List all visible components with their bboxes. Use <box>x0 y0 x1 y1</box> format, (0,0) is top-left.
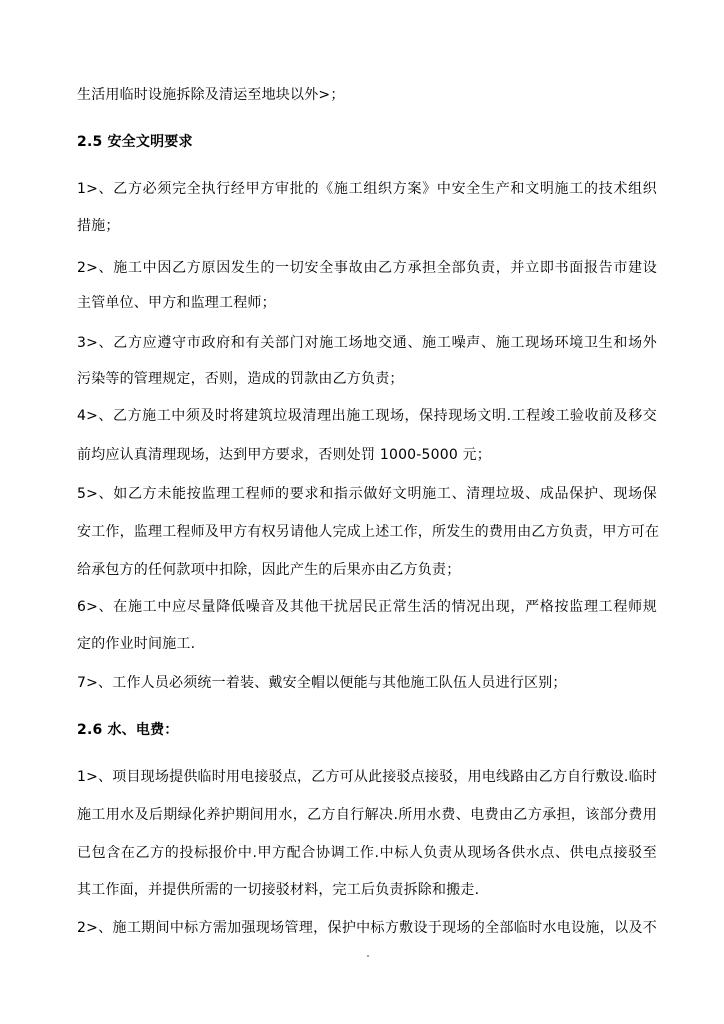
text-line: 已包含在乙方的投标报价中.甲方配合协调工作.中标人负责从现场各供水点、供电点接驳至 <box>77 845 657 861</box>
section-heading-2-5: 2.5 安全文明要求 <box>77 134 193 150</box>
text-line: 2>、施工期间中标方需加强现场管理，保护中标方敷设于现场的全部临时水电设施，以及不 <box>77 920 657 936</box>
text-line: 其工作面，并提供所需的一切接驳材料，完工后负责拆除和搬走. <box>77 882 480 898</box>
text-line: 3>、乙方应遵守市政府和有关部门对施工场地交通、施工噪声、施工现场环境卫生和场外 <box>77 335 657 351</box>
page-footer-dot <box>367 955 369 957</box>
text-line: 1>、乙方必须完全执行经甲方审批的《施工组织方案》中安全生产和文明施工的技术组织 <box>77 181 657 197</box>
text-line: 污染等的管理规定，否则，造成的罚款由乙方负责； <box>77 371 404 387</box>
text-line: 前均应认真清理现场，达到甲方要求，否则处罚 1000-5000 元； <box>77 447 492 463</box>
text-line: 7>、工作人员必须统一着装、戴安全帽以便能与其他施工队伍人员进行区别； <box>77 675 567 691</box>
text-line: 1>、项目现场提供临时用电接驳点，乙方可从此接驳点接驳，用电线路由乙方自行敷设.临时 <box>77 769 657 785</box>
text-line: 施工用水及后期绿化养护期间用水，乙方自行解决.所用水费、电费由乙方承担，该部分费用 <box>77 807 657 823</box>
text-line: 定的作业时间施工. <box>77 636 196 652</box>
text-line: 主管单位、甲方和监理工程师； <box>77 295 276 311</box>
text-line: 4>、乙方施工中须及时将建筑垃圾清理出施工现场，保持现场文明.工程竣工验收前及移交 <box>77 408 657 424</box>
section-heading-2-6: 2.6 水、电费： <box>77 722 179 738</box>
text-line: 措施； <box>77 218 120 234</box>
text-line: 5>、如乙方未能按监理工程师的要求和指示做好文明施工、清理垃圾、成品保护、现场保 <box>77 486 657 502</box>
text-line: 6>、在施工中应尽量降低噪音及其他干扰居民正常生活的情况出现，严格按监理工程师规 <box>77 599 657 615</box>
text-line: 给承包方的任何款项中扣除，因此产生的后果亦由乙方负责； <box>77 562 461 578</box>
text-line: 安工作，监理工程师及甲方有权另请他人完成上述工作，所发生的费用由乙方负责，甲方可在 <box>77 524 660 540</box>
text-line: 2>、施工中因乙方原因发生的一切安全事故由乙方承担全部负责，并立即书面报告市建设 <box>77 260 657 276</box>
text-line: 生活用临时设施拆除及清运至地块以外>； <box>77 87 345 103</box>
